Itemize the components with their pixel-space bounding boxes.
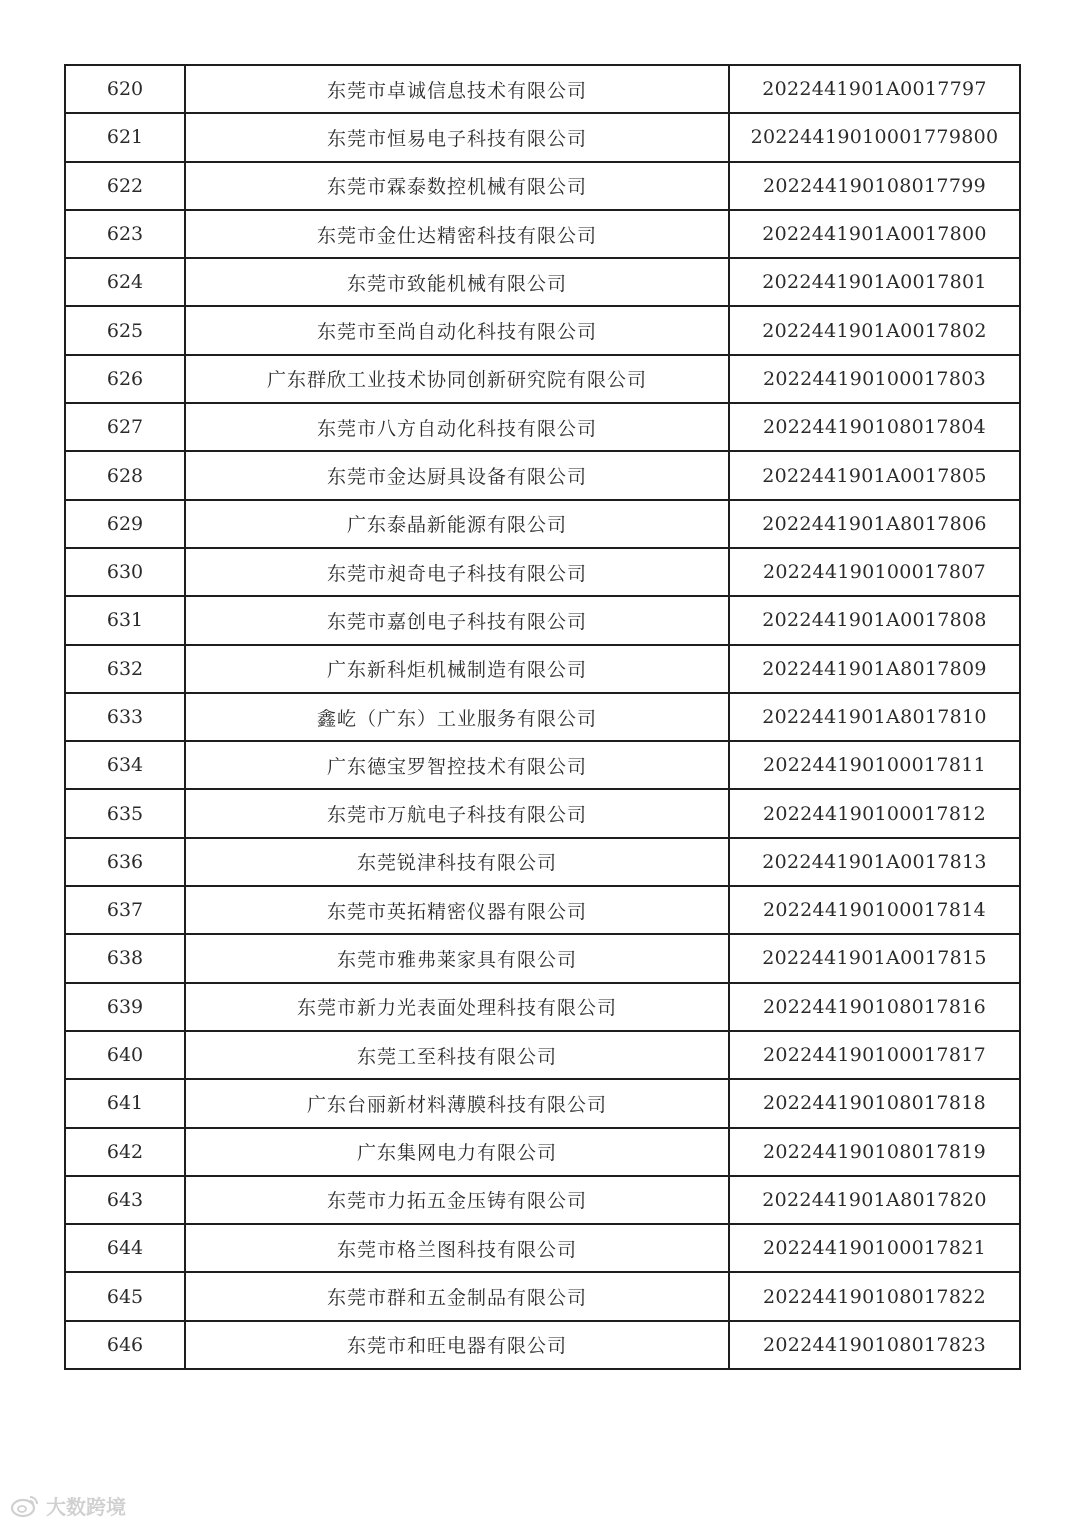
company-name: 东莞市八方自动化科技有限公司 [185, 403, 729, 451]
table-row [65, 210, 1020, 258]
registration-code: 2022441901A0017800 [729, 210, 1020, 258]
company-name: 东莞市万航电子科技有限公司 [185, 789, 729, 837]
row-number: 633 [65, 693, 185, 741]
row-number: 624 [65, 258, 185, 306]
row-number: 638 [65, 934, 185, 982]
table-row [65, 789, 1020, 837]
registration-code: 2022441901A8017810 [729, 693, 1020, 741]
company-name: 东莞市新力光表面处理科技有限公司 [185, 983, 729, 1031]
registration-code: 2022441901A0017808 [729, 596, 1020, 644]
table-row [65, 113, 1020, 161]
table-row [65, 306, 1020, 354]
row-number: 621 [65, 113, 185, 161]
row-number: 628 [65, 451, 185, 499]
table-row [65, 65, 1020, 113]
row-number: 635 [65, 789, 185, 837]
table-row [65, 548, 1020, 596]
table-row [65, 1321, 1020, 1369]
company-name: 东莞市恒易电子科技有限公司 [185, 113, 729, 161]
company-name: 东莞市群和五金制品有限公司 [185, 1272, 729, 1320]
company-name: 东莞市雅弗莱家具有限公司 [185, 934, 729, 982]
registration-code: 202244190100017803 [729, 355, 1020, 403]
registration-code: 202244190100017812 [729, 789, 1020, 837]
company-name: 东莞市至尚自动化科技有限公司 [185, 306, 729, 354]
row-number: 643 [65, 1176, 185, 1224]
registration-code: 202244190100017811 [729, 741, 1020, 789]
registration-code: 20224419010001779800 [729, 113, 1020, 161]
row-number: 626 [65, 355, 185, 403]
row-number: 629 [65, 500, 185, 548]
row-number: 646 [65, 1321, 185, 1369]
company-name: 东莞市致能机械有限公司 [185, 258, 729, 306]
registration-code: 2022441901A0017802 [729, 306, 1020, 354]
row-number: 625 [65, 306, 185, 354]
table-row [65, 451, 1020, 499]
registration-code: 2022441901A0017815 [729, 934, 1020, 982]
row-number: 634 [65, 741, 185, 789]
company-name: 东莞锐津科技有限公司 [185, 838, 729, 886]
table-row [65, 1128, 1020, 1176]
company-name: 广东德宝罗智控技术有限公司 [185, 741, 729, 789]
table-row [65, 403, 1020, 451]
table-row [65, 258, 1020, 306]
row-number: 639 [65, 983, 185, 1031]
row-number: 640 [65, 1031, 185, 1079]
registration-code: 202244190108017823 [729, 1321, 1020, 1369]
table-row [65, 741, 1020, 789]
company-name: 广东群欣工业技术协同创新研究院有限公司 [185, 355, 729, 403]
table-row [65, 596, 1020, 644]
company-name: 广东台丽新材料薄膜科技有限公司 [185, 1079, 729, 1127]
company-name: 广东新科炬机械制造有限公司 [185, 645, 729, 693]
registration-code: 2022441901A8017820 [729, 1176, 1020, 1224]
row-number: 620 [65, 65, 185, 113]
table-row [65, 886, 1020, 934]
company-name: 广东泰晶新能源有限公司 [185, 500, 729, 548]
company-name: 东莞工至科技有限公司 [185, 1031, 729, 1079]
registration-code: 2022441901A8017809 [729, 645, 1020, 693]
table-row [65, 355, 1020, 403]
row-number: 644 [65, 1224, 185, 1272]
registration-code: 202244190100017814 [729, 886, 1020, 934]
row-number: 623 [65, 210, 185, 258]
row-number: 636 [65, 838, 185, 886]
row-number: 645 [65, 1272, 185, 1320]
table-row [65, 983, 1020, 1031]
registration-code: 202244190108017818 [729, 1079, 1020, 1127]
registration-code: 202244190100017807 [729, 548, 1020, 596]
table-row [65, 693, 1020, 741]
weibo-logo-icon [10, 1494, 40, 1518]
table-row [65, 1031, 1020, 1079]
registration-code: 2022441901A0017805 [729, 451, 1020, 499]
table-body [65, 65, 1020, 1369]
watermark-text: 大数跨境 [46, 1495, 126, 1519]
company-name: 鑫屹（广东）工业服务有限公司 [185, 693, 729, 741]
company-name: 东莞市格兰图科技有限公司 [185, 1224, 729, 1272]
registration-code: 202244190108017799 [729, 162, 1020, 210]
registration-code: 2022441901A0017797 [729, 65, 1020, 113]
row-number: 637 [65, 886, 185, 934]
company-name: 东莞市金达厨具设备有限公司 [185, 451, 729, 499]
company-name: 东莞市昶奇电子科技有限公司 [185, 548, 729, 596]
company-name: 广东集网电力有限公司 [185, 1128, 729, 1176]
source-watermark [10, 1491, 126, 1520]
table-row [65, 1272, 1020, 1320]
table-row [65, 934, 1020, 982]
company-name: 东莞市英拓精密仪器有限公司 [185, 886, 729, 934]
registration-code: 2022441901A0017813 [729, 838, 1020, 886]
company-name: 东莞市霖泰数控机械有限公司 [185, 162, 729, 210]
registration-code: 202244190108017819 [729, 1128, 1020, 1176]
row-number: 622 [65, 162, 185, 210]
table-row [65, 1224, 1020, 1272]
table-row [65, 500, 1020, 548]
table-row [65, 645, 1020, 693]
registration-code: 2022441901A8017806 [729, 500, 1020, 548]
row-number: 631 [65, 596, 185, 644]
registration-code: 202244190108017804 [729, 403, 1020, 451]
enterprise-registry-table [64, 64, 1021, 1370]
row-number: 641 [65, 1079, 185, 1127]
registration-code: 2022441901A0017801 [729, 258, 1020, 306]
table-row [65, 1079, 1020, 1127]
company-name: 东莞市力拓五金压铸有限公司 [185, 1176, 729, 1224]
company-name: 东莞市卓诚信息技术有限公司 [185, 65, 729, 113]
row-number: 642 [65, 1128, 185, 1176]
row-number: 630 [65, 548, 185, 596]
registration-code: 202244190108017816 [729, 983, 1020, 1031]
row-number: 627 [65, 403, 185, 451]
table-row [65, 1176, 1020, 1224]
row-number: 632 [65, 645, 185, 693]
company-name: 东莞市金仕达精密科技有限公司 [185, 210, 729, 258]
registration-code: 202244190108017822 [729, 1272, 1020, 1320]
table-row [65, 838, 1020, 886]
table-row [65, 162, 1020, 210]
registration-code: 202244190100017821 [729, 1224, 1020, 1272]
company-name: 东莞市嘉创电子科技有限公司 [185, 596, 729, 644]
company-name: 东莞市和旺电器有限公司 [185, 1321, 729, 1369]
registration-code: 202244190100017817 [729, 1031, 1020, 1079]
